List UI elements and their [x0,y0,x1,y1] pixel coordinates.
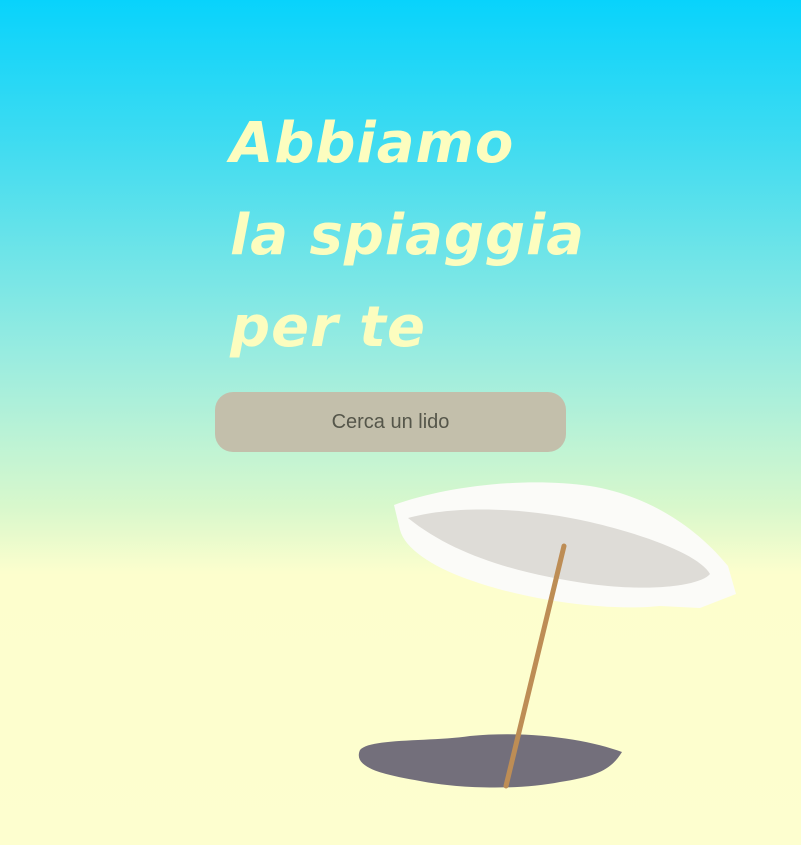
umbrella-shadow [359,734,622,787]
headline-line-3: per te [230,295,426,360]
headline-line-2: la spiaggia [230,203,586,268]
beach-umbrella-illustration [350,475,750,805]
search-lido-button[interactable]: Cerca un lido [215,392,566,452]
hero-headline [230,98,585,374]
headline-line-1: Abbiamo [230,111,515,176]
